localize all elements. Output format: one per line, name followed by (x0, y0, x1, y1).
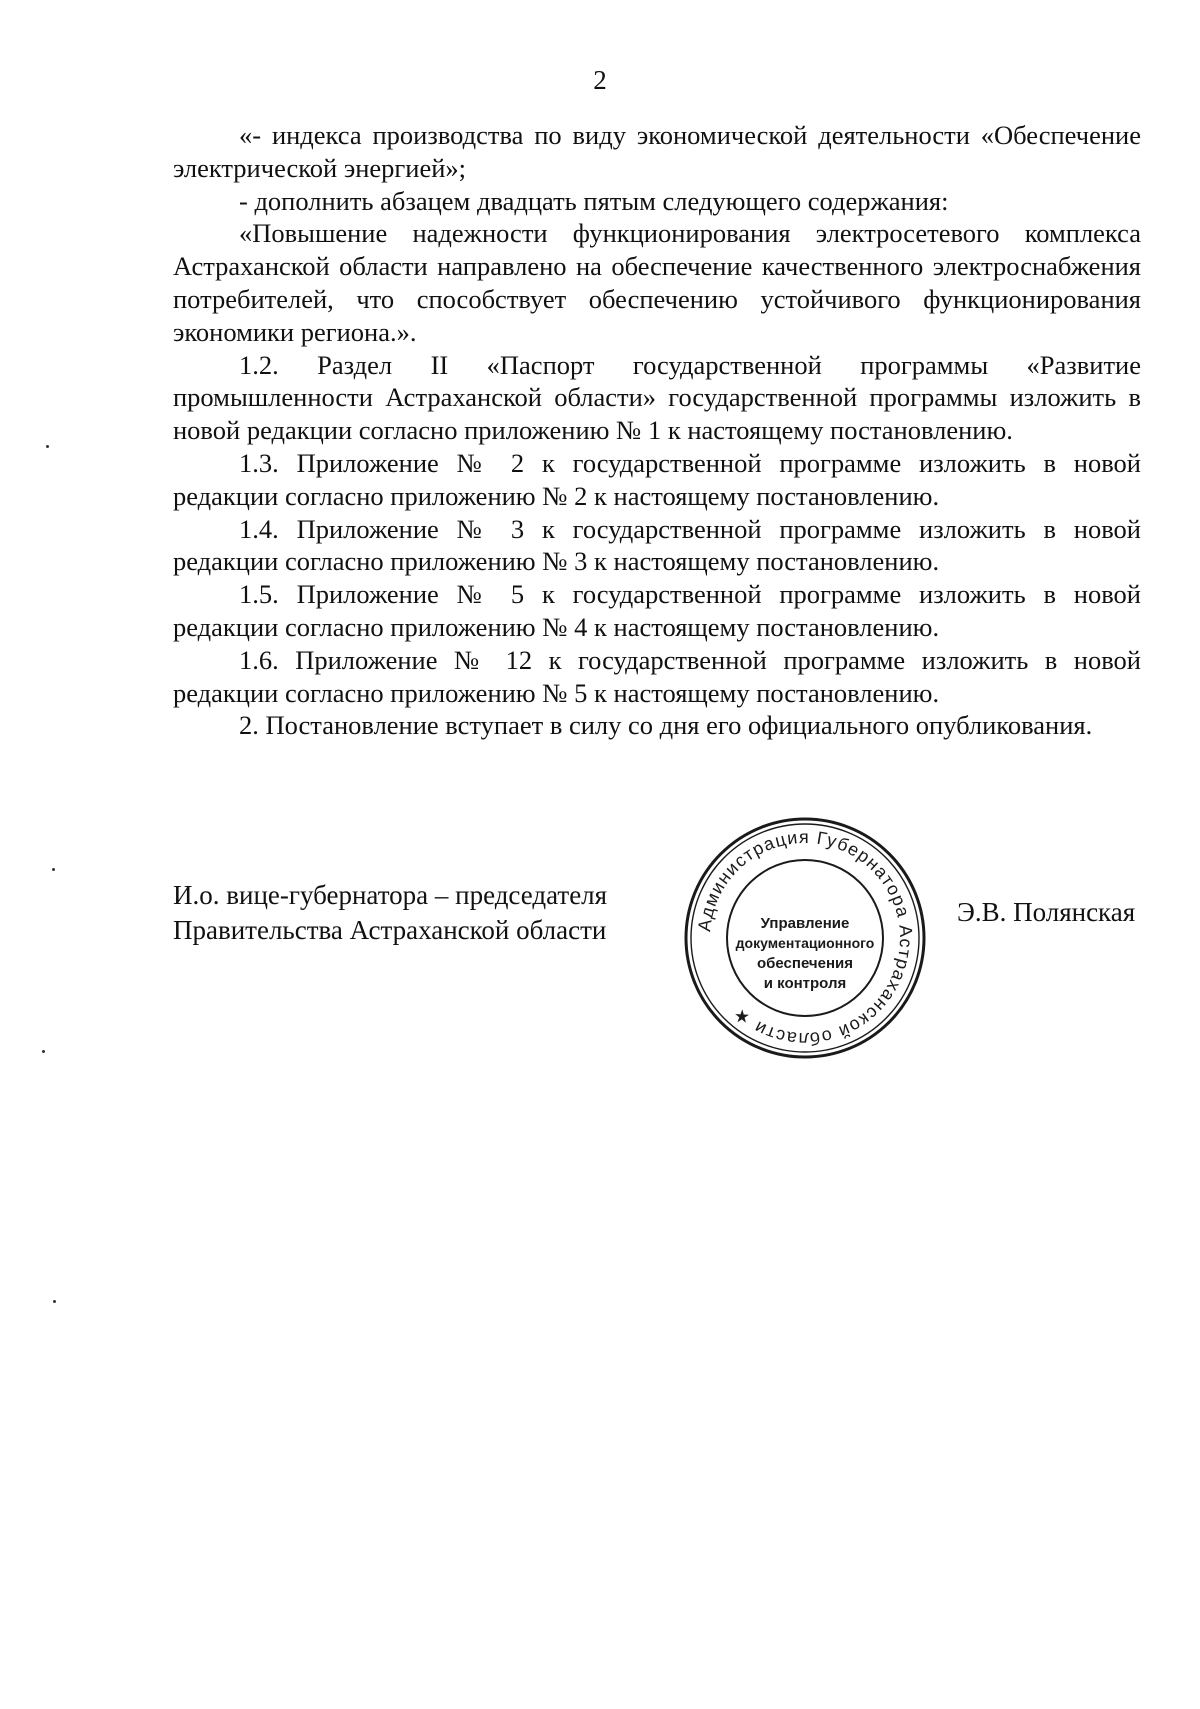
page-number: 2 (593, 65, 607, 95)
paragraph-amendment-index: «- индекса производства по виду экономической деятельности «Обеспечение электрической энергией»; (173, 120, 1141, 183)
paragraph-add-clause: - дополнить абзацем двадцать пятым следующего содержания: (239, 185, 949, 216)
scan-speck (52, 868, 55, 871)
paragraph-1-5: 1.5. Приложение № 5 к государственной программе изложить в новой редакции согласно приложению № 4 к настоящему постановлению. (173, 579, 1141, 642)
signatory-title (173, 878, 607, 948)
scan-speck (42, 1050, 45, 1053)
signatory-title-line-1: И.о. вице-губернатора – председателя (173, 880, 608, 910)
scan-speck (53, 1300, 56, 1303)
paragraph-1-6: 1.6. Приложение № 12 к государственной программе изложить в новой редакции согласно приложению № 5 к настоящему постановлению. (173, 644, 1141, 708)
official-seal (683, 816, 927, 1060)
seal-inner-line-2: документационного (735, 935, 875, 951)
signatory-title-line-2: Правительства Астраханской области (173, 915, 607, 945)
paragraph-2-effective: 2. Постановление вступает в силу со дня его официального опубликования. (239, 710, 1093, 741)
paragraph-1-2: 1.2. Раздел II «Паспорт государственной программы «Развитие промышленности Астраханской области» государственной программы изложить в новой редакции согласно приложению № 1 к настоящему постановлению. (173, 349, 1141, 446)
seal-outer-text: Администрация Губернатора Астраханской области ★ (694, 826, 917, 1050)
seal-inner-line-3: обеспечения (756, 955, 854, 972)
seal-inner-line-1: Управление (760, 915, 850, 932)
seal-inner-line-4: и контроля (763, 975, 847, 992)
paragraph-reliability: «Повышение надежности функционирования электросетевого комплекса Астраханской области направлено на обеспечение качественного электроснабжения потребителей, что способствует обеспечению устойчивого функционирования экономики региона.». (173, 218, 1141, 347)
scan-speck (46, 445, 49, 448)
signatory-name: Э.В. Полянская (957, 897, 1136, 927)
paragraph-1-4: 1.4. Приложение № 3 к государственной программе изложить в новой редакции согласно приложению № 3 к настоящему постановлению. (173, 513, 1141, 577)
paragraph-1-3: 1.3. Приложение № 2 к государственной программе изложить в новой редакции согласно приложению № 2 к настоящему постановлению. (173, 447, 1141, 511)
